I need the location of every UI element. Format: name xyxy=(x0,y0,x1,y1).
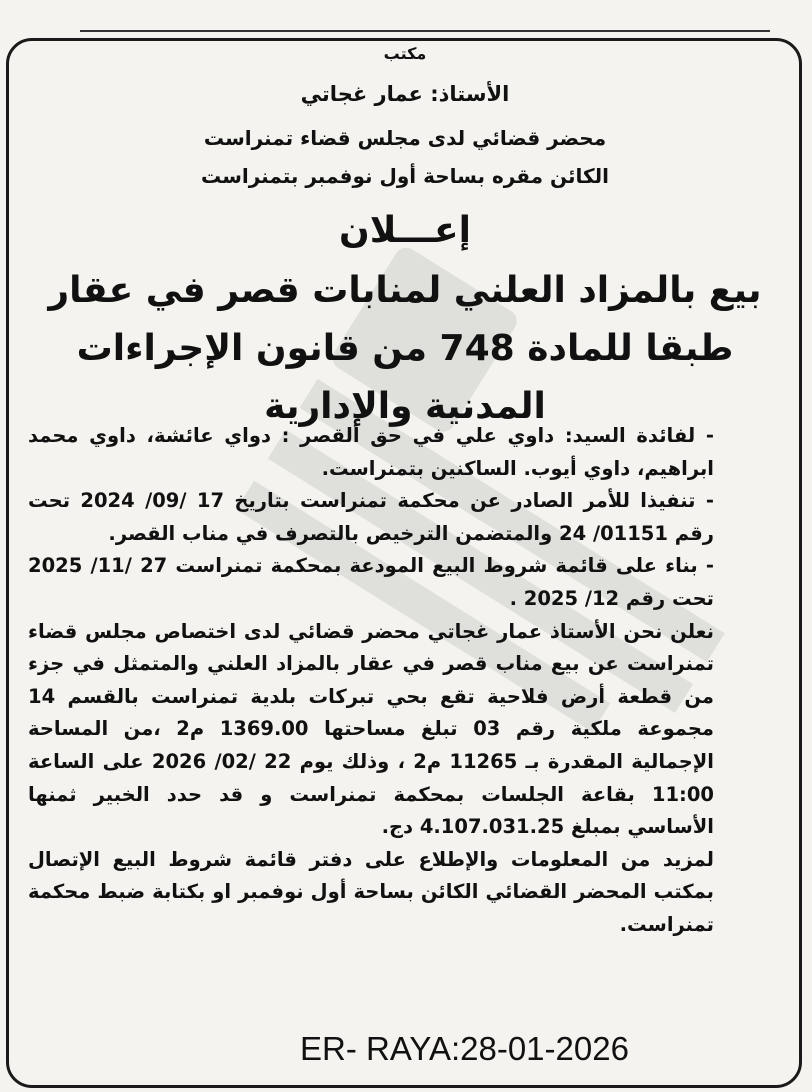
publication-reference: ER- RAYA:28-01-2026 xyxy=(300,1030,629,1067)
notice-body xyxy=(28,420,714,942)
announcement-heading: إعـــلان xyxy=(339,210,471,251)
sale-details-paragraph: نعلن نحن الأستاذ عمار غجاتي محضر قضائي لدى اختصاص مجلس قضاء تمنراست عن بيع مناب قصر في عقار بالمزاد العلني والمتمثل في جزء من قطعة أرض فلاحية تقع بحي تبركات بلدية تمنراست بالقسم 14 مجموعة ملكية رقم 03 تبلغ مساحتها 1369.00 م2 ،من المساحة الإجمالية المقدرة بـ 11265 م2 ، وذلك يوم 22 /02/ 2026 على الساعة 11:00 بقاعة الجلسات بمحكمة تمنراست و قد حدد الخبير ثمنها الأساسي بمبلغ 4.107.031.25 دج. xyxy=(28,619,714,839)
office-label: مكتب xyxy=(383,44,427,63)
beneficiary-paragraph: - لفائدة السيد: داوي علي في حق القصر : دواي عائشة، داوي محمد ابراهيم، داوي أيوب. الساكنين بتمنراست. xyxy=(28,424,714,480)
conditions-paragraph: - بناء على قائمة شروط البيع المودعة بمحكمة تمنراست 27 /11/ 2025 تحت رقم 12/ 2025 . xyxy=(28,554,714,610)
top-rule xyxy=(80,30,770,32)
court-order-paragraph: - تنفيذا للأمر الصادر عن محكمة تمنراست بتاريخ 17 /09/ 2024 تحت رقم 01151/ 24 والمتضمن الترخيص بالتصرف في مناب القصر. xyxy=(28,489,714,545)
bailiff-role: محضر قضائي لدى مجلس قضاء تمنراست xyxy=(203,126,607,150)
office-address: الكائن مقره بساحة أول نوفمبر بتمنراست xyxy=(201,164,609,188)
contact-paragraph: لمزيد من المعلومات والإطلاع على دفتر قائمة شروط البيع الإتصال بمكتب المحضر القضائي الكائن بساحة أول نوفمبر او بكتابة ضبط محكمة تمنراست. xyxy=(28,847,714,936)
notice-title: بيع بالمزاد العلني لمنابات قصر في عقار طبقا للمادة 748 من قانون الإجراءات المدنية والإدارية xyxy=(48,270,762,427)
bailiff-name: الأستاذ: عمار غجاتي xyxy=(300,82,510,106)
